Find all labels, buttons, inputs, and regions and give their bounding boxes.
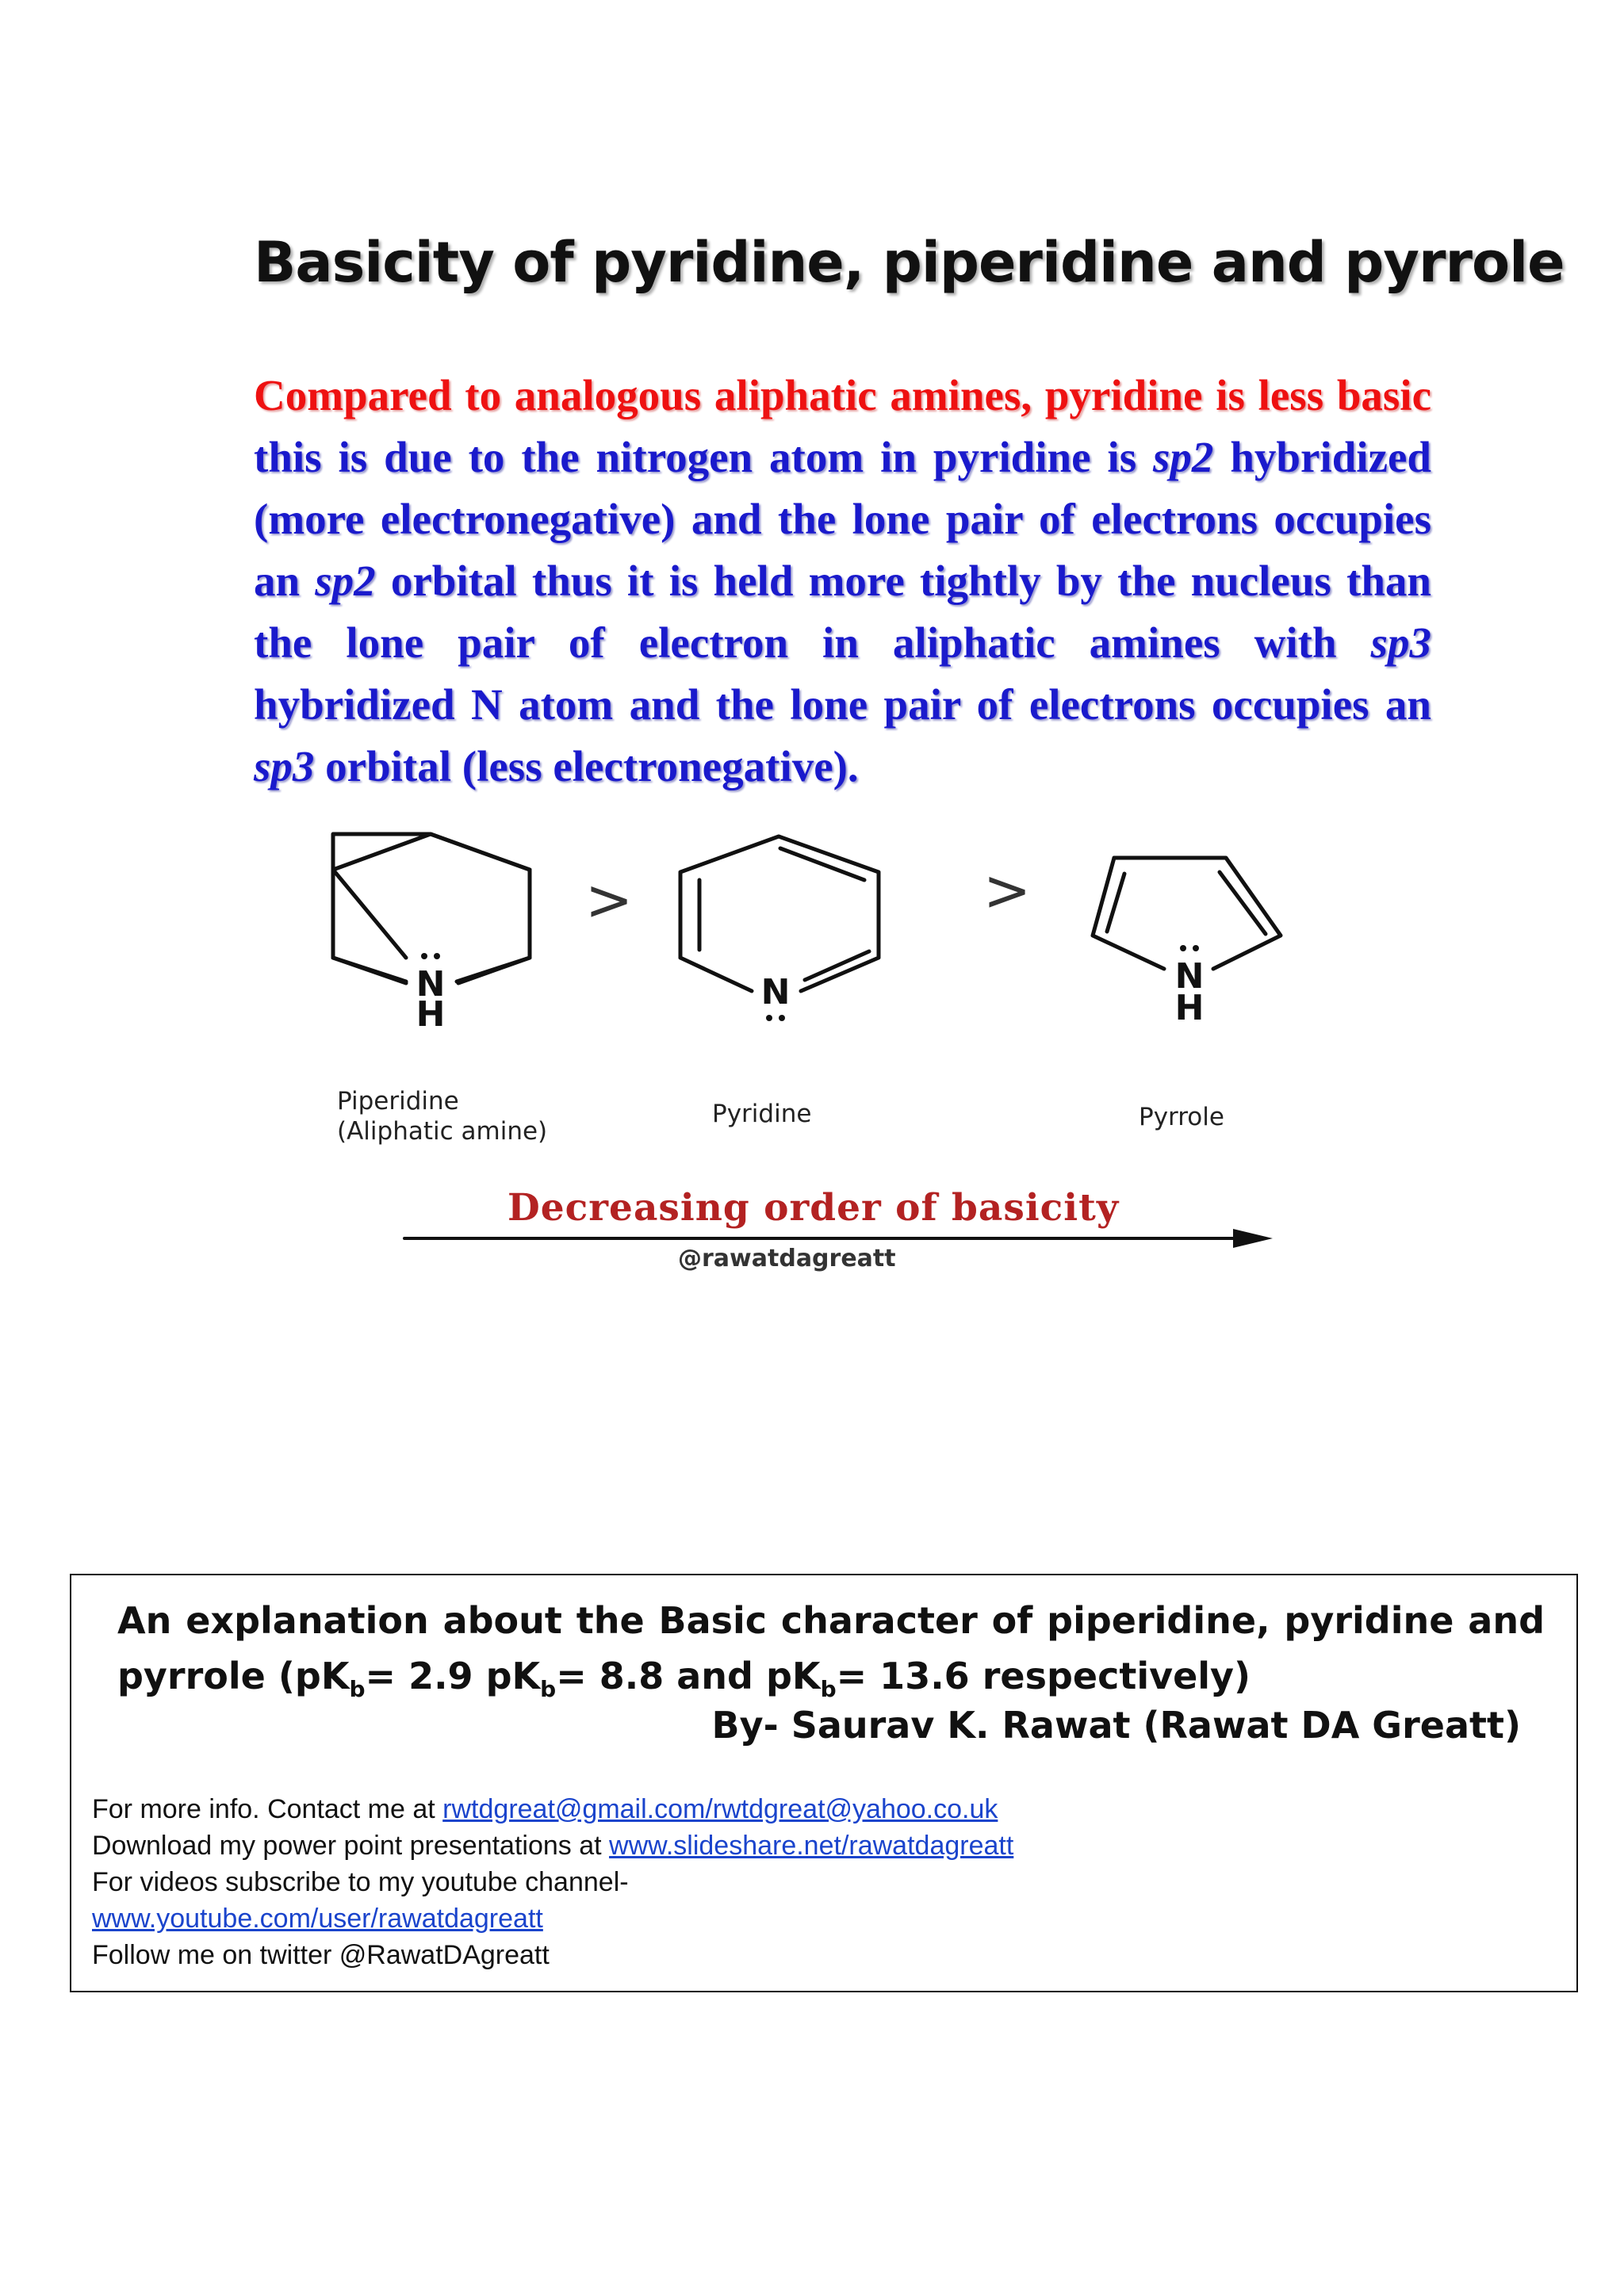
email-link[interactable]: rwtdgreat@gmail.com/rwtdgreat@yahoo.co.uk [442, 1794, 998, 1824]
pyridine-structure [680, 836, 879, 991]
pkb-subscript: b [540, 1676, 557, 1703]
pkb-subscript: b [820, 1676, 837, 1703]
pkb-value-pyrrole: = 13.6 respectively) [836, 1655, 1251, 1697]
piperidine-nitrogen-label: N [416, 964, 446, 1004]
lead-sentence: Compared to analogous aliphatic amines, pyridine is less basic [254, 371, 1431, 419]
slideshare-link[interactable]: www.slideshare.net/rawatdagreatt [609, 1831, 1014, 1861]
greater-than-sign: > [584, 867, 634, 933]
piperidine-name: Piperidine [337, 1087, 459, 1115]
contact-info [92, 1791, 1551, 1973]
sp2-term: sp2 [1153, 433, 1214, 481]
paragraph-text-4: hybridized N atom and the lone pair of electrons occupies an [254, 680, 1431, 729]
piperidine-hydrogen-label: H [416, 994, 446, 1035]
heading-text: An explanation about the Basic character of piperidine, pyridine and pyrrole (pK [117, 1599, 1545, 1697]
arrow-head [1233, 1229, 1273, 1248]
info-box-heading [117, 1593, 1545, 1717]
paragraph-text-3: orbital thus it is held more tightly by the nucleus than the lone pair of electron in aliphatic amines with [254, 557, 1431, 667]
piperidine-label [337, 1086, 547, 1146]
sp3-term: sp3 [1370, 618, 1431, 667]
paragraph-text-1: this is due to the nitrogen atom in pyridine is [254, 433, 1154, 481]
lone-pair-dots [421, 945, 1199, 1021]
sp3-term: sp3 [254, 742, 315, 790]
twitter-line: Follow me on twitter @RawatDAgreatt [92, 1940, 550, 1970]
youtube-line [92, 1900, 1551, 1937]
page-title: Basicity of pyridine, piperidine and pyrrole [254, 230, 1565, 295]
videos-line: For videos subscribe to my youtube channel- [92, 1867, 629, 1897]
download-line [92, 1827, 1551, 1864]
author-byline: By- Saurav K. Rawat (Rawat DA Greatt) [711, 1704, 1521, 1747]
greater-than-sign: > [982, 857, 1032, 924]
download-prefix: Download my power point presentations at [92, 1831, 610, 1861]
pkb-subscript: b [349, 1676, 366, 1703]
paragraph-text-5: orbital (less electronegative). [314, 742, 859, 790]
pyrrole-label: Pyrrole [1139, 1103, 1224, 1131]
sp2-term: sp2 [315, 557, 376, 605]
paragraph-text-2: hybridized (more electronegative) and the lone pair of electrons occupies an [254, 433, 1431, 605]
pyrrole-nitrogen-label: N [1174, 956, 1205, 997]
pyridine-nitrogen-label: N [760, 972, 791, 1012]
basicity-order-title: Decreasing order of basicity [508, 1186, 1120, 1230]
pyrrole-structure [1093, 858, 1281, 969]
info-box [70, 1574, 1578, 1992]
piperidine-class: (Aliphatic amine) [337, 1117, 548, 1146]
pkb-value-piperidine: = 2.9 pK [365, 1655, 541, 1697]
author-handle: @rawatdagreatt [678, 1245, 896, 1272]
youtube-link[interactable]: www.youtube.com/user/rawatdagreatt [92, 1904, 543, 1934]
pkb-value-pyridine: = 8.8 and pK [556, 1655, 821, 1697]
pyridine-label: Pyridine [712, 1100, 812, 1128]
pyrrole-hydrogen-label: H [1174, 988, 1205, 1028]
piperidine-structure [333, 834, 530, 983]
contact-prefix: For more info. Contact me at [92, 1794, 443, 1824]
contact-line [92, 1791, 1551, 1827]
